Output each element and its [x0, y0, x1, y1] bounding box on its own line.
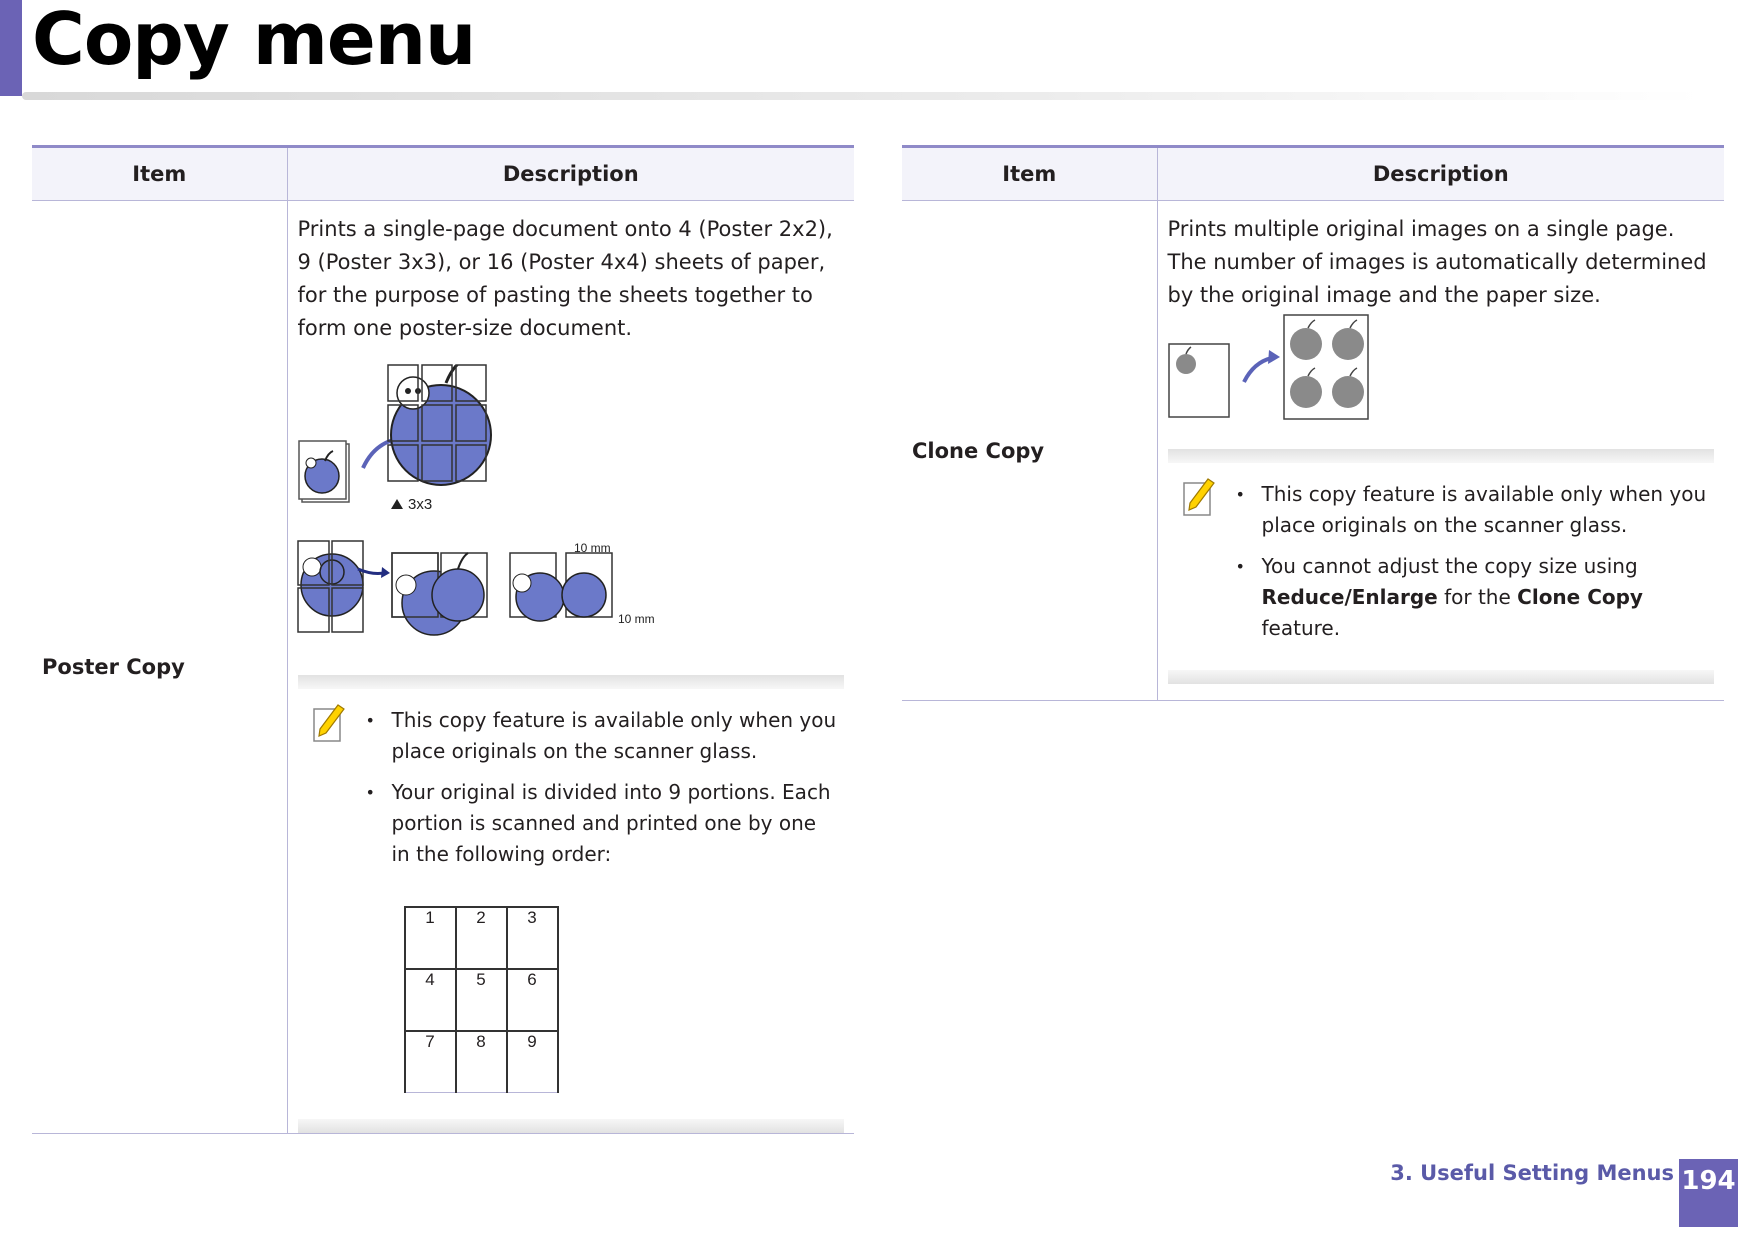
menu-name-reduce-enlarge: Reduce/Enlarge	[1261, 585, 1438, 609]
note-box	[1168, 449, 1715, 684]
menu-name-clone-copy: Clone Copy	[1517, 585, 1643, 609]
clone-copy-table	[902, 145, 1724, 701]
note-list	[1168, 463, 1715, 670]
item-clone-copy: Clone Copy	[902, 201, 1157, 701]
column-header-item: Item	[32, 147, 287, 201]
note-item: • Your original is divided into 9 portions. Each portion is scanned and printed one by one in the following order:	[392, 777, 841, 870]
arrow-icon	[1244, 358, 1272, 382]
grid-cell: 1	[405, 907, 456, 969]
clone-copy-description: Prints multiple original images on a single page. The number of images is automatically determined by the original image and the paper size.	[1167, 217, 1707, 307]
clone-copy-illustration	[1158, 312, 1725, 447]
note-pencil-icon	[312, 699, 352, 743]
portion-order-grid	[404, 906, 559, 1093]
description-cell	[1157, 201, 1724, 701]
table-header-row	[902, 147, 1724, 201]
title-accent-bar	[0, 0, 22, 96]
note-item: • This copy feature is available only when you place originals on the scanner glass.	[1262, 479, 1711, 541]
margin-side-label: 10 mm	[617, 612, 655, 626]
grid-cell: 8	[456, 1031, 507, 1093]
column-header-description: Description	[1157, 147, 1724, 201]
note-item: • You cannot adjust the copy size using Reduce/Enlarge for the Clone Copy feature.	[1262, 551, 1711, 644]
table-row	[32, 201, 854, 1134]
title-divider	[22, 92, 1702, 100]
grid-cell: 4	[405, 969, 456, 1031]
page-title: Copy menu	[32, 0, 476, 81]
grid-cell: 5	[456, 969, 507, 1031]
footer-section-title: 3. Useful Setting Menus	[1390, 1161, 1674, 1185]
table-row	[902, 201, 1724, 701]
note-box	[298, 675, 845, 1133]
size-label: 3x3	[407, 496, 432, 513]
note-item: • This copy feature is available only when you place originals on the scanner glass.	[392, 705, 841, 767]
grid-cell: 9	[507, 1031, 558, 1093]
grid-cell: 6	[507, 969, 558, 1031]
note-pencil-icon	[1182, 473, 1222, 517]
poster-copy-description: Prints a single-page document onto 4 (Poster 2x2), 9 (Poster 3x3), or 16 (Poster 4x4) sheets of paper, for the purpose of pasting the sheets together to form one poster-size document.	[297, 217, 833, 340]
page-number-badge: 194	[1679, 1159, 1738, 1227]
note-list	[298, 689, 845, 896]
item-poster-copy: Poster Copy	[32, 201, 287, 1134]
poster-copy-table	[32, 145, 854, 1134]
grid-cell: 3	[507, 907, 558, 969]
poster-copy-illustration	[288, 345, 855, 675]
triangle-marker-icon	[391, 499, 403, 509]
column-header-item: Item	[902, 147, 1157, 201]
grid-cell: 7	[405, 1031, 456, 1093]
column-header-description: Description	[287, 147, 854, 201]
table-header-row	[32, 147, 854, 201]
margin-top-label: 10 mm	[573, 541, 611, 555]
grid-cell: 2	[456, 907, 507, 969]
description-cell	[287, 201, 854, 1134]
